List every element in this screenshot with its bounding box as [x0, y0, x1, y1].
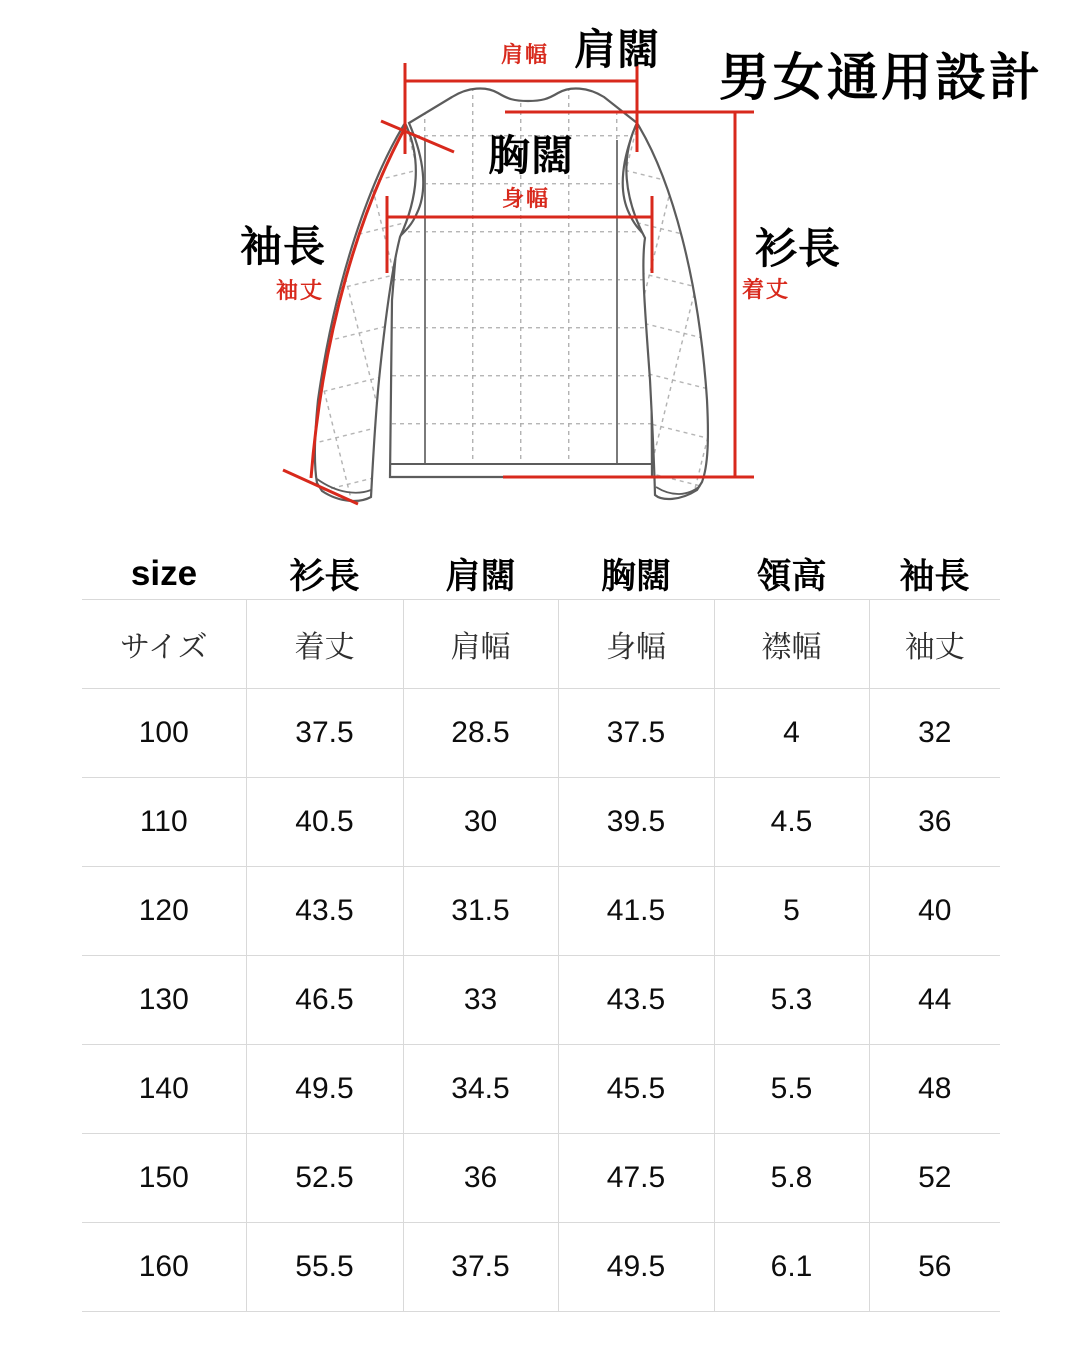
unisex-design-title: 男女通用設計 — [719, 49, 1044, 106]
cell-chest: 41.5 — [558, 867, 714, 956]
cell-collar: 5.5 — [714, 1045, 869, 1134]
cell-collar: 5.3 — [714, 956, 869, 1045]
subheader-size: サイズ — [82, 600, 246, 689]
cell-length: 46.5 — [246, 956, 403, 1045]
cell-chest: 39.5 — [558, 778, 714, 867]
shoulder-width-label-jp: 肩幅 — [501, 42, 550, 67]
cell-sleeve: 48 — [869, 1045, 1000, 1134]
table-row — [82, 1134, 1000, 1223]
cell-size: 120 — [82, 867, 246, 956]
table-header-secondary — [82, 600, 1000, 689]
table-row — [82, 1223, 1000, 1312]
header-length-zh: 衫長 — [246, 549, 403, 600]
cell-chest: 37.5 — [558, 689, 714, 778]
cell-length: 37.5 — [246, 689, 403, 778]
subheader-sleeve-jp: 袖丈 — [869, 600, 1000, 689]
cell-collar: 6.1 — [714, 1223, 869, 1312]
cell-shoulder: 31.5 — [403, 867, 558, 956]
cell-size: 100 — [82, 689, 246, 778]
cell-sleeve: 32 — [869, 689, 1000, 778]
table-row — [82, 1045, 1000, 1134]
table-row — [82, 956, 1000, 1045]
subheader-chest-jp: 身幅 — [558, 600, 714, 689]
table-row — [82, 867, 1000, 956]
shoulder-width-label-zh: 肩闊 — [574, 26, 661, 73]
cell-size: 140 — [82, 1045, 246, 1134]
cell-chest: 47.5 — [558, 1134, 714, 1223]
cell-shoulder: 28.5 — [403, 689, 558, 778]
hem-band — [391, 464, 651, 477]
cell-length: 40.5 — [246, 778, 403, 867]
header-size: size — [82, 549, 246, 600]
cell-shoulder: 37.5 — [403, 1223, 558, 1312]
cell-collar: 5 — [714, 867, 869, 956]
cell-chest: 43.5 — [558, 956, 714, 1045]
cell-size: 110 — [82, 778, 246, 867]
cell-shoulder: 34.5 — [403, 1045, 558, 1134]
subheader-length-jp: 着丈 — [246, 600, 403, 689]
header-sleeve-zh: 袖長 — [869, 549, 1000, 600]
chest-width-label-jp: 身幅 — [502, 186, 551, 211]
header-chest-zh: 胸闊 — [558, 549, 714, 600]
sleeve-length-label-zh: 袖長 — [240, 223, 327, 270]
cell-size: 130 — [82, 956, 246, 1045]
cell-chest: 45.5 — [558, 1045, 714, 1134]
garment-diagram — [0, 0, 1080, 545]
cell-size: 150 — [82, 1134, 246, 1223]
garment-length-label-jp: 着丈 — [742, 277, 791, 302]
cell-collar: 4 — [714, 689, 869, 778]
cell-length: 49.5 — [246, 1045, 403, 1134]
cell-collar: 4.5 — [714, 778, 869, 867]
cell-chest: 49.5 — [558, 1223, 714, 1312]
cell-shoulder: 33 — [403, 956, 558, 1045]
subheader-collar-jp: 襟幅 — [714, 600, 869, 689]
cell-sleeve: 56 — [869, 1223, 1000, 1312]
chest-width-label-zh: 胸闊 — [488, 132, 575, 179]
cell-sleeve: 44 — [869, 956, 1000, 1045]
cell-length: 52.5 — [246, 1134, 403, 1223]
cell-collar: 5.8 — [714, 1134, 869, 1223]
subheader-shoulder-jp: 肩幅 — [403, 600, 558, 689]
sleeve-length-label-jp: 袖丈 — [276, 278, 325, 303]
cell-shoulder: 30 — [403, 778, 558, 867]
size-table — [82, 549, 1000, 1312]
cell-length: 43.5 — [246, 867, 403, 956]
cell-shoulder: 36 — [403, 1134, 558, 1223]
cell-sleeve: 40 — [869, 867, 1000, 956]
cell-length: 55.5 — [246, 1223, 403, 1312]
cell-sleeve: 52 — [869, 1134, 1000, 1223]
table-row — [82, 689, 1000, 778]
header-shoulder-zh: 肩闊 — [403, 549, 558, 600]
table-row — [82, 778, 1000, 867]
header-collar-zh: 領高 — [714, 549, 869, 600]
table-header-primary — [82, 549, 1000, 600]
cell-size: 160 — [82, 1223, 246, 1312]
cell-sleeve: 36 — [869, 778, 1000, 867]
garment-length-label-zh: 衫長 — [755, 225, 842, 272]
